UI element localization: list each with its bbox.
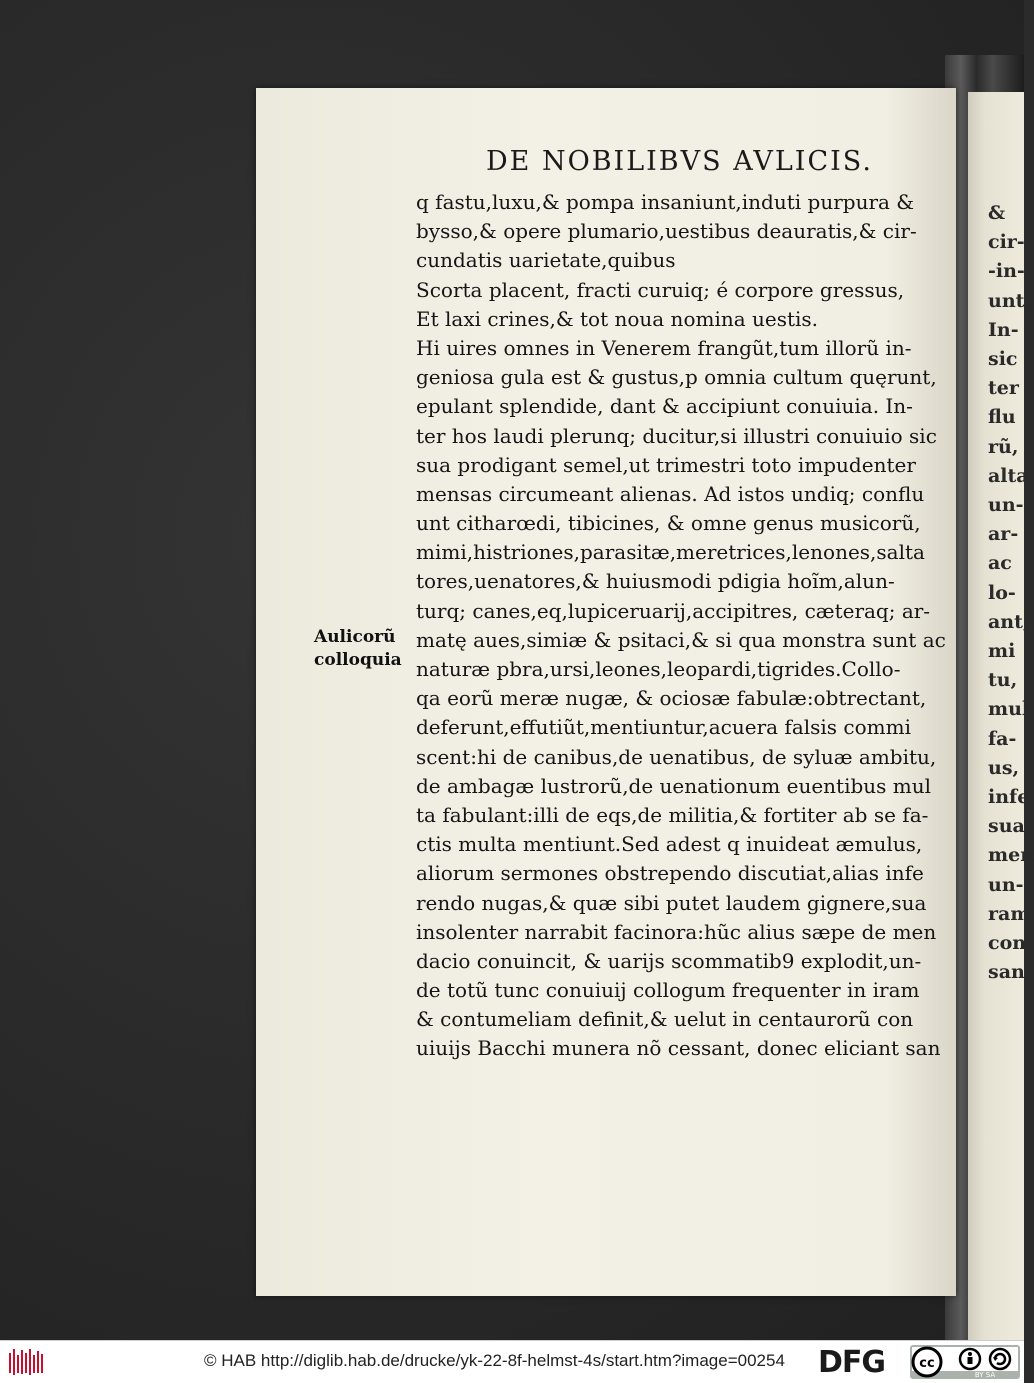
facing-page-fragment: us, [988, 756, 1020, 779]
text-line: ctis multa mentiunt.Sed adest q inuideat æmulus, [416, 832, 923, 857]
facing-page-fragment: cir- [988, 231, 1025, 254]
text-line: mensas circumeant alienas. Ad istos undiq; conflu [416, 481, 925, 506]
facing-page-fragment: mi [988, 640, 1016, 662]
hab-logo-icon[interactable] [8, 1347, 46, 1377]
facing-page-fragment: flu [988, 406, 1016, 429]
viewer-footer [0, 1340, 1024, 1383]
text-line: unt citharœdi, tibicines, & omne genus musicorũ, [416, 511, 921, 536]
text-line: naturæ pbra,ursi,leones,leopardi,tigrides.Collo- [416, 657, 901, 681]
text-line: q fastu,luxu,& pompa insaniunt,induti purpura & [416, 190, 915, 214]
text-line: ta fabulant:illi de eqs,de militia,& fortiter ab se fa- [416, 802, 929, 827]
facing-page-fragment: unt, [988, 289, 1032, 312]
facing-page-fragment: sic [988, 348, 1018, 370]
facing-page-fragment: con [988, 932, 1027, 954]
text-line: aliorum sermones obstrependo discutiat,alias infe [416, 861, 924, 886]
text-line: insolenter narrabit facinora:hũc alius sæpe de men [416, 919, 937, 944]
facing-page-fragment: ter [988, 377, 1019, 400]
facing-page-fragment: rũ, [988, 435, 1019, 458]
text-line: ter hos laudi plerunq; ducitur,si illustri conuiuio sic [416, 423, 937, 448]
facing-page-fragment: ar- [988, 523, 1019, 546]
text-line: bysso,& opere plumario,uestibus deauratis,& cir- [416, 219, 917, 244]
svg-text:cc: cc [919, 1356, 935, 1371]
license-label: BY SA [974, 1371, 996, 1379]
text-line: deferunt,effutiũt,mentiuntur,acuera falsis commi [416, 715, 911, 740]
text-line: dacio conuincit, & uarijs scommatib9 explodit,un- [416, 948, 922, 973]
text-block [416, 188, 946, 1064]
running-head: DE NOBILIBVS AVLICIS. [486, 146, 873, 177]
cc-logo-icon [913, 1348, 941, 1376]
facing-page-fragment: infe [988, 786, 1030, 808]
marginal-note [314, 626, 402, 672]
facing-page-fragment: tu, [988, 669, 1018, 692]
marginal-note-line: colloquia [314, 650, 402, 670]
facing-page-fragment: -in- [988, 260, 1025, 283]
copyright-link[interactable]: © HAB http://diglib.hab.de/drucke/yk-22-8f-helmst-4s/start.htm?image=00254 [204, 1351, 785, 1370]
facing-page-fragment: un- [988, 873, 1024, 896]
dfg-logo[interactable]: DFG [818, 1345, 886, 1380]
text-line: qa eorũ meræ nugæ, & ociosæ fabulæ:obtrectant, [416, 686, 927, 711]
facing-page-fragment: men [988, 844, 1034, 867]
text-line: Scorta placent, fracti curuiq; é corpore gressus, [416, 277, 905, 302]
text-line: mimi,histriones,parasitæ,meretrices,lenones,salta [416, 540, 925, 565]
text-line: & contumeliam definit,& uelut in centaurorũ con [416, 1007, 914, 1032]
facing-page-fragment: un- [988, 494, 1024, 516]
facing-page-fragment: alta [988, 464, 1029, 487]
cc-license-icon[interactable] [910, 1345, 1020, 1379]
facing-page-fragment: fa- [988, 727, 1017, 750]
text-line: cundatis uarietate,quibus [416, 248, 676, 273]
text-line: Hi uires omnes in Venerem frangũt,tum illorũ in- [416, 335, 912, 360]
text-line: uiuijs Bacchi munera nõ cessant, donec eliciant san [416, 1036, 941, 1061]
text-line: scent:hi de canibus,de uenatibus, de syluæ ambitu, [416, 744, 937, 769]
text-line: sua prodigant semel,ut trimestri toto impudenter [416, 452, 916, 477]
text-line: geniosa gula est & gustus,p omnia cultum quęrunt, [416, 365, 937, 390]
facing-page-fragment: lo- [988, 581, 1016, 604]
text-line: tores,uenatores,& huiusmodi pdigia hoĩm,alun- [416, 569, 895, 594]
facing-page-fragment: & [988, 202, 1006, 224]
text-line: rendo nugas,& quæ sibi putet laudem gignere,sua [416, 890, 927, 915]
text-line: Et laxi crines,& tot noua nomina uestis. [416, 306, 819, 331]
facing-page-fragment: ram [988, 902, 1031, 925]
book-page [256, 88, 956, 1296]
facing-page-fragment: sua [988, 815, 1025, 838]
facing-page-fragment: san [988, 961, 1025, 984]
text-line: de ambagæ lustrorũ,de uenationum euentibus mul [416, 773, 932, 798]
facing-page-edge [968, 92, 1034, 1340]
facing-page-fragment: ant, [988, 610, 1030, 633]
text-line: turq; canes,eq,lupiceruarij,accipitres, cæteraq; ar- [416, 598, 931, 623]
attribution-icon [960, 1349, 980, 1369]
facing-page-fragment: In- [988, 318, 1019, 341]
text-line: epulant splendide, dant & accipiunt conuiuia. In- [416, 394, 913, 419]
facing-page-fragment: mul [988, 698, 1030, 721]
text-line: de totũ tunc conuiuij collogum frequenter in iram [416, 978, 920, 1003]
facing-page-fragment: ac [988, 552, 1012, 575]
share-alike-icon [990, 1349, 1010, 1369]
text-line: matę aues,simiæ & psitaci,& si qua monstra sunt ac [416, 627, 946, 652]
marginal-note-line: Aulicorũ [314, 627, 396, 647]
